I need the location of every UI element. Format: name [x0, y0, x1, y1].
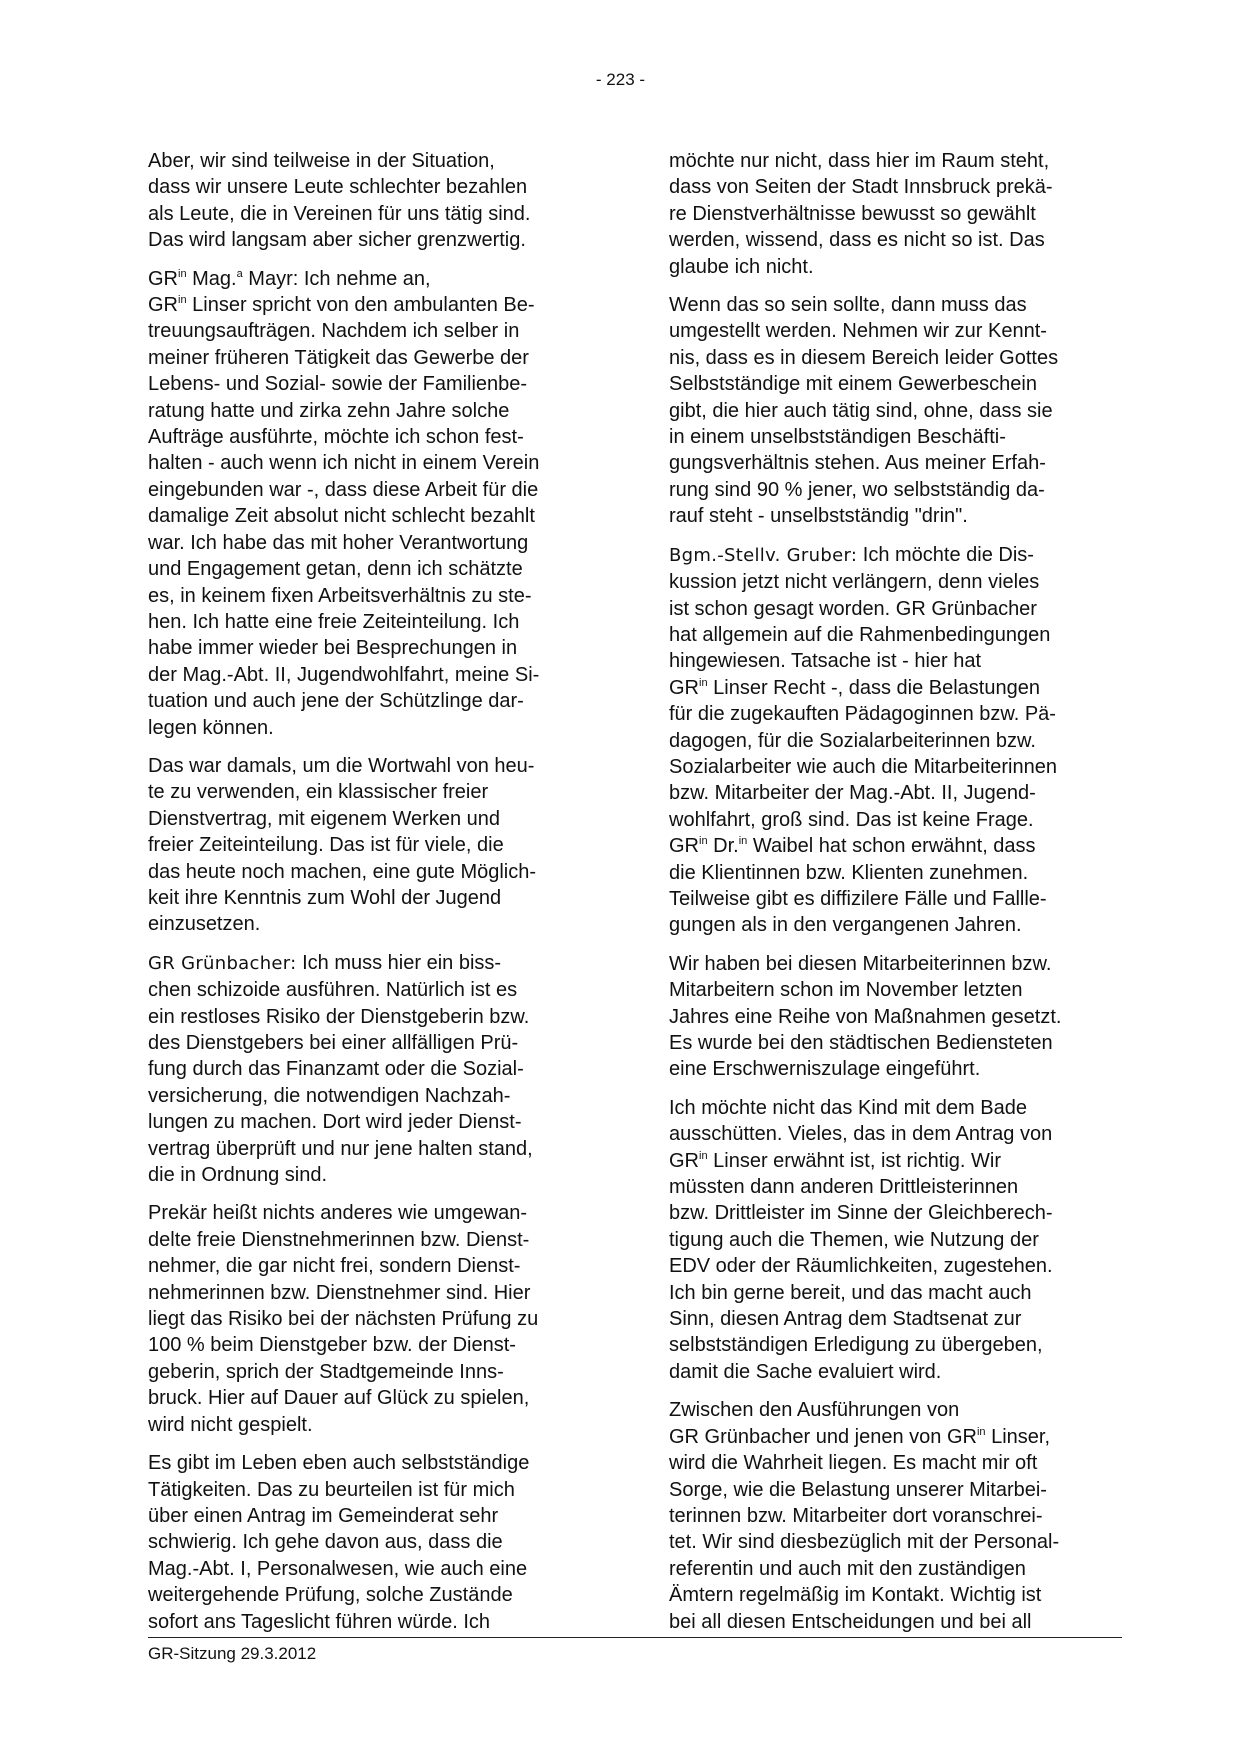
text-line: hingewiesen. Tatsache ist - hier hat — [669, 650, 982, 673]
text-line: Selbstständige mit einem Gewerbeschein — [669, 373, 1037, 396]
superscript: in — [699, 835, 708, 848]
text-line — [669, 1424, 1119, 1450]
text-line: Sozialarbeiter wie auch die Mitarbeiterinnen — [669, 755, 1057, 778]
text-line: eingebunden war -, dass diese Arbeit für die — [148, 478, 539, 501]
speaker-title: Dr. — [713, 835, 739, 858]
text-line — [669, 833, 1119, 859]
text-line: terinnen bzw. Mitarbeiter dort voranschrei- — [669, 1504, 1043, 1527]
text-fragment: Linser spricht von den ambulanten Be- — [192, 294, 535, 317]
text-line: freier Zeiteinteilung. Das ist für viele, die — [148, 834, 504, 857]
text-line: meiner früheren Tätigkeit das Gewerbe der — [148, 346, 529, 369]
text-line: dagogen, für die Sozialarbeiterinnen bzw. — [669, 729, 1036, 752]
text-line: müssten dann anderen Drittleisterinnen — [669, 1176, 1019, 1199]
text-line: Wir haben bei diesen Mitarbeiterinnen bzw. — [669, 952, 1052, 975]
text-line: Ich bin gerne bereit, und das macht auch — [669, 1281, 1032, 1304]
text-line: keit ihre Kenntnis zum Wohl der Jugend — [148, 886, 502, 909]
text-line: tet. Wir sind diesbezüglich mit der Personal- — [669, 1531, 1060, 1554]
text-line: Dienstvertrag, mit eigenem Werken und — [148, 807, 501, 830]
paragraph — [148, 1450, 598, 1635]
speaker-prefix: GR — [669, 1149, 699, 1172]
text-fragment: Linser Recht -, dass die Belastungen — [713, 676, 1040, 699]
text-line: selbstständigen Erledigung zu übergeben, — [669, 1334, 1043, 1357]
text-line — [669, 1148, 1119, 1174]
text-line: des Dienstgebers bei einer allfälligen Prü- — [148, 1032, 519, 1054]
text-line: möchte nur nicht, dass hier im Raum steht, — [669, 150, 1050, 172]
text-line: re Dienstverhältnisse bewusst so gewählt — [669, 202, 1036, 225]
text-line: EDV oder der Räumlichkeiten, zugestehen. — [669, 1255, 1053, 1278]
text-line: wird nicht gespielt. — [148, 1413, 313, 1436]
text-line: legen können. — [148, 716, 274, 739]
text-line: eine Erschwerniszulage eingeführt. — [669, 1058, 981, 1081]
text-line: 100 % beim Dienstgeber bzw. der Dienst- — [148, 1334, 516, 1357]
text-line: Das war damals, um die Wortwahl von heu- — [148, 754, 535, 777]
text-line: war. Ich habe das mit hoher Verantwortung — [148, 531, 529, 554]
text-line — [148, 292, 598, 318]
text-line: Jahres eine Reihe von Maßnahmen gesetzt. — [669, 1005, 1062, 1028]
text-line: damit die Sache evaluiert wird. — [669, 1360, 942, 1383]
text-line: Ich möchte nicht das Kind mit dem Bade — [669, 1096, 1027, 1119]
text-line: fung durch das Finanzamt oder die Sozial- — [148, 1058, 524, 1081]
text-line: nehmer, die gar nicht frei, sondern Dienst- — [148, 1255, 521, 1278]
text-line: glaube ich nicht. — [669, 255, 814, 278]
text-line: Sorge, wie die Belastung unserer Mitarbei- — [669, 1478, 1047, 1501]
text-line: vertrag überprüft und nur jene halten stand, — [148, 1137, 533, 1160]
text-line — [148, 950, 598, 977]
text-line: Ämtern regelmäßig im Kontakt. Wichtig ist — [669, 1584, 1042, 1607]
text-fragment: Linser, — [991, 1425, 1051, 1448]
text-line: Sinn, diesen Antrag dem Stadtsenat zur — [669, 1308, 1022, 1331]
text-line: versicherung, die notwendigen Nachzah- — [148, 1084, 511, 1107]
paragraph — [669, 148, 1119, 280]
text-line: über einen Antrag im Gemeinderat sehr — [148, 1504, 499, 1527]
text-line: dass wir unsere Leute schlechter bezahlen — [148, 176, 528, 199]
right-text-column — [669, 148, 1119, 1647]
text-fragment: Linser erwähnt ist, ist richtig. Wir — [713, 1149, 1001, 1172]
text-line: halten - auch wenn ich nicht in einem Verein — [148, 452, 540, 475]
text-line: als Leute, die in Vereinen für uns tätig sind. — [148, 202, 531, 225]
text-line: Wenn das so sein sollte, dann muss das — [669, 294, 1027, 317]
text-line: ausschütten. Vieles, das in dem Antrag von — [669, 1123, 1053, 1146]
text-line: Mitarbeitern schon im November letzten — [669, 979, 1023, 1002]
text-line: die in Ordnung sind. — [148, 1164, 328, 1187]
speaker-prefix: GR — [148, 267, 178, 290]
text-line: ein restloses Risiko der Dienstgeberin bzw. — [148, 1005, 530, 1028]
text-line: es, in keinem fixen Arbeitsverhältnis zu ste- — [148, 584, 532, 607]
text-line: Teilweise gibt es diffizilere Fälle und Fallle- — [669, 887, 1047, 910]
text-line: der Mag.-Abt. II, Jugendwohlfahrt, meine Si- — [148, 663, 540, 686]
text-fragment: Waibel hat schon erwähnt, dass — [752, 835, 1036, 858]
text-line: ratung hatte und zirka zehn Jahre solche — [148, 399, 510, 422]
text-line: bzw. Mitarbeiter der Mag.-Abt. II, Jugend- — [669, 782, 1036, 805]
paragraph — [148, 753, 598, 938]
superscript: in — [976, 1425, 986, 1438]
text-line: Es wurde bei den städtischen Bediensteten — [669, 1032, 1053, 1054]
paragraph-speech-gruenbacher — [148, 950, 598, 1189]
text-line: die Klientinnen bzw. Klienten zunehmen. — [669, 861, 1029, 884]
text-line: wird die Wahrheit liegen. Es macht mir oft — [669, 1452, 1038, 1475]
paragraph — [148, 1200, 598, 1438]
text-line: in einem unselbstständigen Beschäfti- — [669, 426, 1006, 449]
text-fragment: Ich nehme an, — [303, 267, 431, 290]
text-line: habe immer wieder bei Besprechungen in — [148, 637, 518, 660]
speaker-name: Mayr: — [248, 267, 299, 290]
superscript: in — [738, 835, 748, 848]
paragraph-speech-mayr — [148, 266, 598, 741]
text-line: Zwischen den Ausführungen von — [669, 1399, 960, 1422]
text-line: Es gibt im Leben eben auch selbstständige — [148, 1452, 530, 1475]
text-line: das heute noch machen, eine gute Möglich- — [148, 860, 537, 883]
footer-divider — [148, 1637, 1122, 1638]
speaker-prefix: GR — [946, 1425, 977, 1448]
speaker-prefix: GR — [669, 676, 699, 699]
text-line: rung sind 90 % jener, wo selbstständig da- — [669, 478, 1045, 501]
text-line: umgestellt werden. Nehmen wir zur Kennt- — [669, 320, 1047, 343]
text-line: bzw. Drittleister im Sinne der Gleichberech- — [669, 1202, 1053, 1225]
text-line: hat allgemein auf die Rahmenbedingungen — [669, 623, 1051, 646]
text-line: schwierig. Ich gehe davon aus, dass die — [148, 1531, 503, 1554]
paragraph — [669, 292, 1119, 530]
text-line: rauf steht - unselbstständig "drin". — [669, 505, 968, 528]
speaker-title: Mag. — [192, 267, 237, 290]
paragraph — [148, 148, 598, 254]
text-line — [148, 266, 598, 292]
speaker-prefix: GR — [148, 294, 178, 317]
text-line: und Engagement getan, denn ich schätzte — [148, 558, 523, 581]
text-line: treuungsaufträgen. Nachdem ich selber in — [148, 320, 520, 343]
text-line: damalige Zeit absolut nicht schlecht bezahlt — [148, 505, 535, 528]
left-text-column — [148, 148, 598, 1647]
superscript: a — [236, 267, 243, 280]
text-line: Lebens- und Sozial- sowie der Familienbe- — [148, 373, 528, 396]
speaker-prefix: GR — [669, 835, 699, 858]
text-line: delte freie Dienstnehmerinnen bzw. Dienst- — [148, 1228, 530, 1251]
text-line: lungen zu machen. Dort wird jeder Dienst- — [148, 1111, 522, 1134]
text-line: liegt das Risiko bei der nächsten Prüfung zu — [148, 1308, 539, 1331]
text-line: Aufträge ausführte, möchte ich schon fest- — [148, 426, 524, 449]
text-line: bruck. Hier auf Dauer auf Glück zu spielen, — [148, 1387, 530, 1410]
text-line: sofort ans Tageslicht führen würde. Ich — [148, 1610, 491, 1633]
text-line: dass von Seiten der Stadt Innsbruck prekä- — [669, 176, 1053, 199]
text-line — [669, 542, 1119, 569]
text-line: te zu verwenden, ein klassischer freier — [148, 781, 489, 804]
text-fragment: GR Grünbacher und jenen von — [669, 1425, 942, 1448]
speaker-name: Bgm.-Stellv. Gruber: — [669, 544, 858, 566]
paragraph — [669, 951, 1119, 1083]
text-line: gungsverhältnis stehen. Aus meiner Erfah- — [669, 452, 1046, 475]
superscript: in — [699, 676, 708, 689]
text-line: einzusetzen. — [148, 913, 261, 936]
speaker-name: GR Grünbacher: — [148, 952, 297, 974]
text-line: gibt, die hier auch tätig sind, ohne, dass sie — [669, 399, 1053, 422]
text-line: chen schizoide ausführen. Natürlich ist es — [148, 979, 518, 1002]
text-line: nis, dass es in diesem Bereich leider Gottes — [669, 346, 1059, 369]
text-line: geberin, sprich der Stadtgemeinde Inns- — [148, 1360, 504, 1383]
text-line — [669, 675, 1119, 701]
text-line: Das wird langsam aber sicher grenzwertig. — [148, 229, 526, 252]
text-fragment: Ich muss hier ein biss- — [302, 951, 502, 974]
superscript: in — [699, 1149, 708, 1162]
superscript: in — [178, 267, 187, 280]
text-line: gungen als in den vergangenen Jahren. — [669, 914, 1022, 937]
text-line: nehmerinnen bzw. Dienstnehmer sind. Hier — [148, 1281, 531, 1304]
text-line: werden, wissend, dass es nicht so ist. Das — [669, 229, 1045, 252]
text-line: Prekär heißt nichts anderes wie umgewan- — [148, 1202, 528, 1225]
paragraph — [669, 1095, 1119, 1385]
text-line: Aber, wir sind teilweise in der Situation, — [148, 150, 495, 172]
text-line: weitergehende Prüfung, solche Zustände — [148, 1584, 513, 1607]
superscript: in — [178, 294, 187, 307]
paragraph-speech-gruber — [669, 542, 1119, 939]
text-line: kussion jetzt nicht verlängern, denn vieles — [669, 571, 1040, 594]
paragraph — [669, 1397, 1119, 1635]
footer-session-date: GR-Sitzung 29.3.2012 — [148, 1644, 317, 1663]
text-line: hen. Ich hatte eine freie Zeiteinteilung. Ich — [148, 610, 520, 633]
text-line: referentin und auch mit den zuständigen — [669, 1557, 1026, 1580]
text-line: Tätigkeiten. Das zu beurteilen ist für mich — [148, 1478, 515, 1501]
text-line: ist schon gesagt worden. GR Grünbacher — [669, 597, 1037, 620]
text-line: für die zugekauften Pädagoginnen bzw. Pä- — [669, 703, 1056, 726]
text-line: Mag.-Abt. I, Personalwesen, wie auch eine — [148, 1557, 528, 1580]
text-line: tuation und auch jene der Schützlinge dar- — [148, 690, 524, 713]
page-number: - 223 - — [595, 70, 646, 89]
text-line: bei all diesen Entscheidungen und bei all — [669, 1610, 1032, 1633]
text-line: tigung auch die Themen, wie Nutzung der — [669, 1228, 1039, 1251]
text-fragment: Ich möchte die Dis- — [862, 543, 1034, 566]
text-line: wohlfahrt, groß sind. Das ist keine Frage. — [669, 808, 1034, 831]
